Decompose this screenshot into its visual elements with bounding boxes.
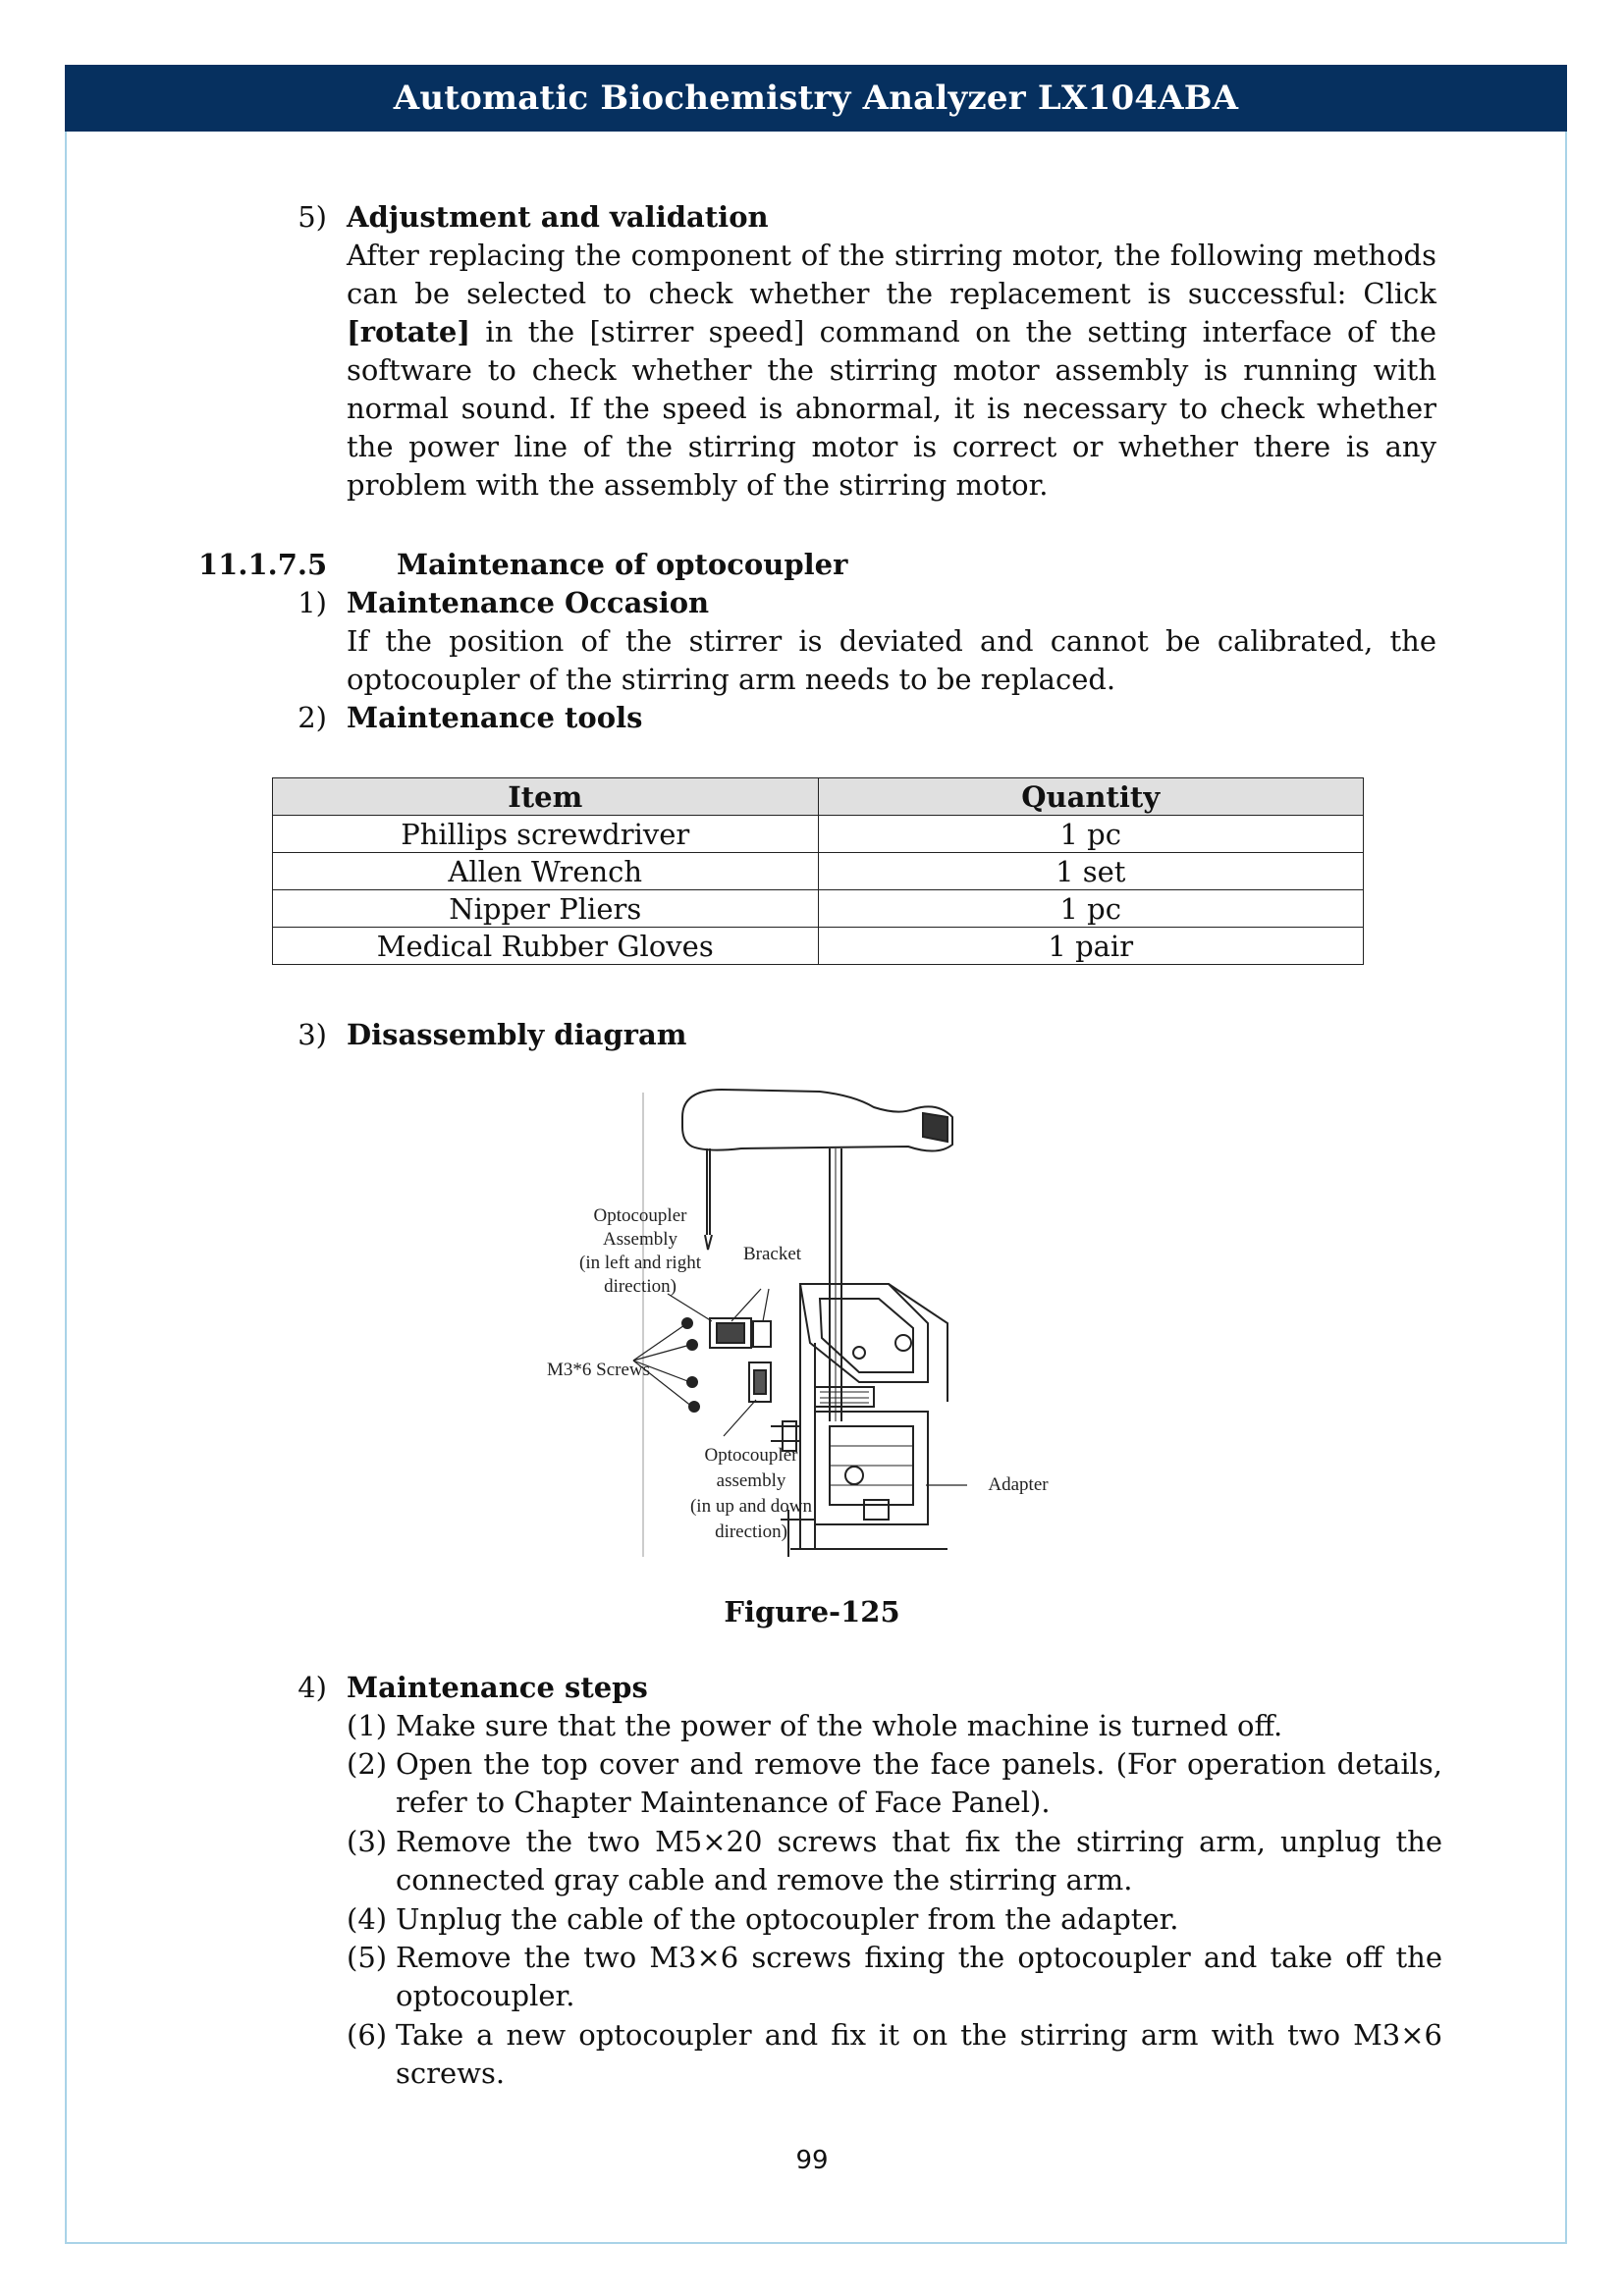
label-screws: M3*6 Screws <box>547 1360 651 1380</box>
step-number: (4) <box>347 1902 388 1936</box>
table-cell: Nipper Pliers <box>273 890 819 928</box>
figure-caption: Figure-125 <box>724 1595 900 1629</box>
label-opto-ud-3: (in up and down <box>689 1496 813 1517</box>
label-opto-lr-4: direction) <box>604 1276 677 1297</box>
step-number: (5) <box>347 1941 388 1974</box>
table-cell: Allen Wrench <box>273 853 819 890</box>
table-row <box>273 816 1364 853</box>
table-cell: 1 set <box>818 853 1364 890</box>
table-cell: 1 pair <box>818 928 1364 965</box>
list-item <box>347 1939 1442 2015</box>
list-item <box>347 2016 1442 2093</box>
table-row <box>273 890 1364 928</box>
table-cell: Medical Rubber Gloves <box>273 928 819 965</box>
step-text: Make sure that the power of the whole machine is turned off. <box>396 1709 1283 1742</box>
label-opto-ud-2: assembly <box>716 1470 786 1491</box>
column-header: Quantity <box>818 778 1364 816</box>
label-opto-lr-1: Optocoupler <box>593 1205 687 1226</box>
list-item <box>347 1823 1442 1899</box>
subsection-title: Maintenance Occasion <box>347 586 710 619</box>
step-number: (2) <box>347 1747 388 1781</box>
label-bracket: Bracket <box>743 1244 802 1264</box>
column-header: Item <box>273 778 819 816</box>
step-number: (1) <box>347 1709 388 1742</box>
label-adapter: Adapter <box>988 1474 1049 1495</box>
subsection-title: Disassembly diagram <box>347 1018 687 1051</box>
item-number: 5) <box>298 200 327 234</box>
section-title: Maintenance of optocoupler <box>397 548 848 581</box>
label-opto-ud-4: direction) <box>715 1522 787 1542</box>
table-row <box>273 928 1364 965</box>
list-item <box>347 1900 1442 1939</box>
step-text: Remove the two M3×6 screws fixing the optocoupler and take off the optocoupler. <box>396 1941 1442 2012</box>
section-number: 11.1.7.5 <box>198 548 328 581</box>
step-text: Remove the two M5×20 screws that fix the stirring arm, unplug the connected gray cable and remove the stirring arm. <box>396 1825 1442 1896</box>
step-number: (3) <box>347 1825 388 1858</box>
subsection-title: Adjustment and validation <box>347 200 769 234</box>
label-opto-ud-1: Optocoupler <box>704 1445 798 1466</box>
subsection-title: Maintenance tools <box>347 701 643 734</box>
tools-table <box>272 777 1364 965</box>
item-number: 1) <box>298 586 327 619</box>
step-text: Open the top cover and remove the face panels. (For operation details, refer to Chapter Maintenance of Face Panel). <box>396 1747 1442 1819</box>
list-item <box>347 1707 1442 1745</box>
page-header: Automatic Biochemistry Analyzer LX104ABA <box>65 65 1567 132</box>
page-number: 99 <box>795 2146 829 2175</box>
label-opto-lr-2: Assembly <box>603 1229 677 1250</box>
list-item <box>347 1745 1442 1822</box>
paragraph: After replacing the component of the stirring motor, the following methods can be selected to check whether the replacement is successful: Click [rotate] in the [stirrer speed] command on the setting interface of the software to check whether the stirring motor assembly is running with normal sound. If the speed is abnormal, it is necessary to check whether the power line of the stirring motor is correct or whether there is any problem with the assembly of the stirring motor. <box>347 239 1436 502</box>
item-number: 4) <box>298 1671 327 1704</box>
disassembly-diagram <box>535 1088 1095 1557</box>
paragraph: If the position of the stirrer is deviated and cannot be calibrated, the optocoupler of the stirring arm needs to be replaced. <box>347 624 1436 696</box>
step-text: Unplug the cable of the optocoupler from the adapter. <box>396 1902 1179 1936</box>
table-cell: 1 pc <box>818 890 1364 928</box>
step-number: (6) <box>347 2018 388 2052</box>
step-text: Take a new optocoupler and fix it on the stirring arm with two M3×6 screws. <box>396 2018 1442 2090</box>
table-cell: Phillips screwdriver <box>273 816 819 853</box>
item-number: 2) <box>298 701 327 734</box>
table-header-row <box>273 778 1364 816</box>
table-cell: 1 pc <box>818 816 1364 853</box>
table-row <box>273 853 1364 890</box>
label-opto-lr-3: (in left and right <box>579 1253 701 1273</box>
subsection-title: Maintenance steps <box>347 1671 648 1704</box>
item-number: 3) <box>298 1018 327 1051</box>
rotate-command: [rotate] <box>347 315 471 348</box>
